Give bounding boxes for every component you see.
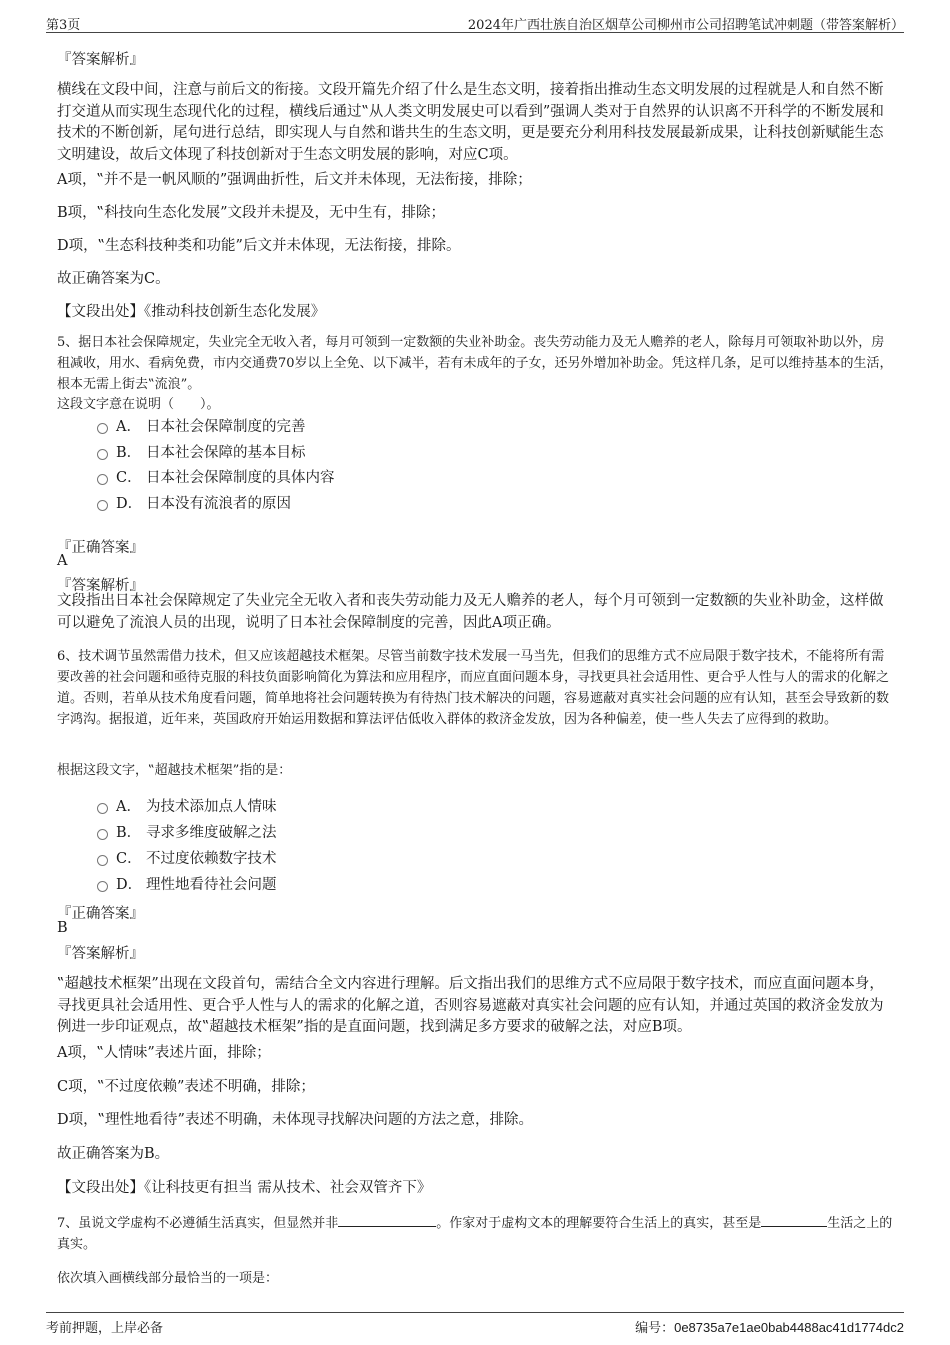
question-5-prompt: 这段文字意在说明（ ）。: [57, 397, 220, 412]
radio-icon[interactable]: [97, 803, 108, 814]
option-text: 理性地看待社会问题: [146, 876, 277, 893]
q5-option-b[interactable]: [97, 440, 306, 462]
option-text: 日本社会保障制度的具体内容: [146, 469, 335, 486]
blank-line: [761, 1214, 827, 1227]
conclusion: 故正确答案为C。: [57, 271, 170, 287]
analysis-text: 文段指出日本社会保障规定了失业完全无收入者和丧失劳动能力及无人赡养的老人，每个月可领到一定数额的失业补助金，这样做可以避免了流浪人员的出现，说明了日本社会保障制度的完善，因此A项正确。: [57, 593, 884, 631]
analysis-text: 横线在文段中间，注意与前后文的衔接。文段开篇先介绍了什么是生态文明，接着指出推动生态文明发展的过程就是人和自然不断打交道从而实现生态现代化的过程，横线后通过‟从人类文明发展史可以看到”强调人类对于自然界的认识离不开科学的不断发展和技术的不断创新，尾句进行总结，即实现人与自然和谐共生的生态文明，更是要充分利用科技发展最新成果，让科技创新赋能生态文明建设，故后文体现了科技创新对于生态文明发展的影响，对应C项。: [57, 82, 884, 163]
option-text: 日本没有流浪者的原因: [146, 495, 291, 512]
radio-icon[interactable]: [97, 423, 108, 434]
question-6-prompt: 根据这段文字，‟超越技术框架”指的是：: [57, 763, 292, 778]
option-letter: C．: [116, 850, 142, 867]
question-6-stem: 6、技术调节虽然需借力技术，但又应该超越技术框架。尽管当前数字技术发展一马当先，但我们的思维方式不应局限于数字技术，不能将所有需要改善的社会问题和亟待克服的科技负面影响简化为算法和应用程序，而应直面问题本身，寻找更具社会适用性、更合乎人性与人的需求的化解之道。否则，若单从技术角度看问题，简单地将社会问题转换为有待热门技术解决的问题，容易遮蔽对真实社会问题的应有认知，甚至会导致新的数字鸿沟。据报道，近年来，英国政府开始运用数据和算法评估低收入群体的救济金发放，因为各种偏差，使一些人失去了应得到的救助。: [57, 649, 890, 727]
option-letter: B．: [116, 444, 142, 461]
analysis-item-b: B项，‟科技向生态化发展”文段并未提及，无中生有，排除；: [57, 205, 445, 221]
question-7-stem: [57, 1213, 893, 1255]
serial-code: 0e8735a7e1ae0bab4488ac41d1774dc2: [674, 1320, 904, 1335]
question-5-stem: 5、据日本社会保障规定，失业完全无收入者，每月可领到一定数额的失业补助金。丧失劳动能力及无人赡养的老人，除每月可领取补助以外，房租减收，用水、看病免费，市内交通费70岁以上全免、以下减半，若有未成年的子女，还另外增加补助金。凭这样几条，足可以维持基本的生活，根本无需上街去‟流浪”。: [57, 335, 893, 392]
radio-icon[interactable]: [97, 829, 108, 840]
q6-option-c[interactable]: [97, 846, 277, 868]
radio-icon[interactable]: [97, 881, 108, 892]
stem-text: 。作家对于虚构文本的理解要符合生活上的真实，甚至是: [436, 1216, 762, 1231]
correct-answer-label: 『正确答案』: [57, 906, 144, 922]
radio-icon[interactable]: [97, 855, 108, 866]
document-title: 2024年广西壮族自治区烟草公司柳州市公司招聘笔试冲刺题（带答案解析）: [467, 18, 904, 33]
q5-option-a[interactable]: [97, 414, 306, 436]
stem-text: 生活之上的真实。: [57, 1216, 893, 1252]
analysis-text: ‟超越技术框架”出现在文段首句，需结合全文内容进行理解。后文指出我们的思维方式不应局限于数字技术，而应直面问题本身，寻找更具社会适用性、更合乎人性与人的需求的化解之道，否则容易遮蔽对真实社会问题的应有认知，并通过英国的救济金发放为例进一步印证观点，故‟超越技术框架”指的是直面问题，找到满足多方要求的破解之法，对应B项。: [57, 976, 884, 1035]
footer-serial: [635, 1317, 904, 1336]
page-header: [46, 12, 904, 33]
question-7-prompt: 依次填入画横线部分最恰当的一项是：: [57, 1271, 279, 1286]
analysis-item-d: D项，‟生态科技种类和功能”后文并未体现，无法衔接，排除。: [57, 238, 461, 254]
q6-option-a[interactable]: [97, 794, 277, 816]
radio-icon[interactable]: [97, 500, 108, 511]
footer-slogan: 考前押题，上岸必备: [46, 1321, 164, 1336]
option-text: 日本社会保障的基本目标: [146, 444, 306, 461]
q5-option-d[interactable]: [97, 491, 291, 513]
q6-option-b[interactable]: [97, 820, 277, 842]
serial-label: 编号：: [635, 1321, 675, 1336]
source: 【文段出处】《让科技更有担当 需从技术、社会双管齐下》: [57, 1180, 432, 1196]
analysis-item-c: C项，‟不过度依赖”表述不明确，排除；: [57, 1079, 315, 1095]
option-letter: A．: [116, 418, 141, 435]
correct-answer-label: 『正确答案』: [57, 540, 144, 556]
stem-text: 7、虽说文学虚构不必遵循生活真实，但显然并非: [57, 1216, 339, 1231]
option-letter: A．: [116, 798, 141, 815]
analysis-item-a: A项，‟并不是一帆风顺的”强调曲折性，后文并未体现，无法衔接，排除；: [57, 172, 532, 188]
option-letter: B．: [116, 824, 142, 841]
radio-icon[interactable]: [97, 449, 108, 460]
option-letter: C．: [116, 469, 142, 486]
option-text: 不过度依赖数字技术: [146, 850, 277, 867]
option-text: 为技术添加点人情味: [146, 798, 277, 815]
conclusion: 故正确答案为B。: [57, 1146, 170, 1162]
source: 【文段出处】《推动科技创新生态化发展》: [57, 304, 326, 320]
q5-option-c[interactable]: [97, 465, 335, 487]
blank-line: [338, 1214, 436, 1227]
analysis-label: 『答案解析』: [57, 578, 144, 594]
correct-answer: B: [57, 920, 68, 936]
q6-option-d[interactable]: [97, 872, 277, 894]
analysis-item-a: A项，‟人情味”表述片面，排除；: [57, 1045, 271, 1061]
page-number: 第3页: [46, 18, 81, 33]
option-text: 寻求多维度破解之法: [146, 824, 277, 841]
analysis-item-d: D项，‟理性地看待”表述不明确，未体现寻找解决问题的方法之意，排除。: [57, 1112, 533, 1128]
correct-answer: A: [57, 553, 68, 569]
analysis-label: 『答案解析』: [57, 946, 144, 962]
option-letter: D．: [116, 876, 143, 893]
option-text: 日本社会保障制度的完善: [146, 418, 306, 435]
radio-icon[interactable]: [97, 474, 108, 485]
page-footer: [46, 1312, 904, 1337]
analysis-label: 『答案解析』: [57, 52, 144, 68]
option-letter: D．: [116, 495, 143, 512]
